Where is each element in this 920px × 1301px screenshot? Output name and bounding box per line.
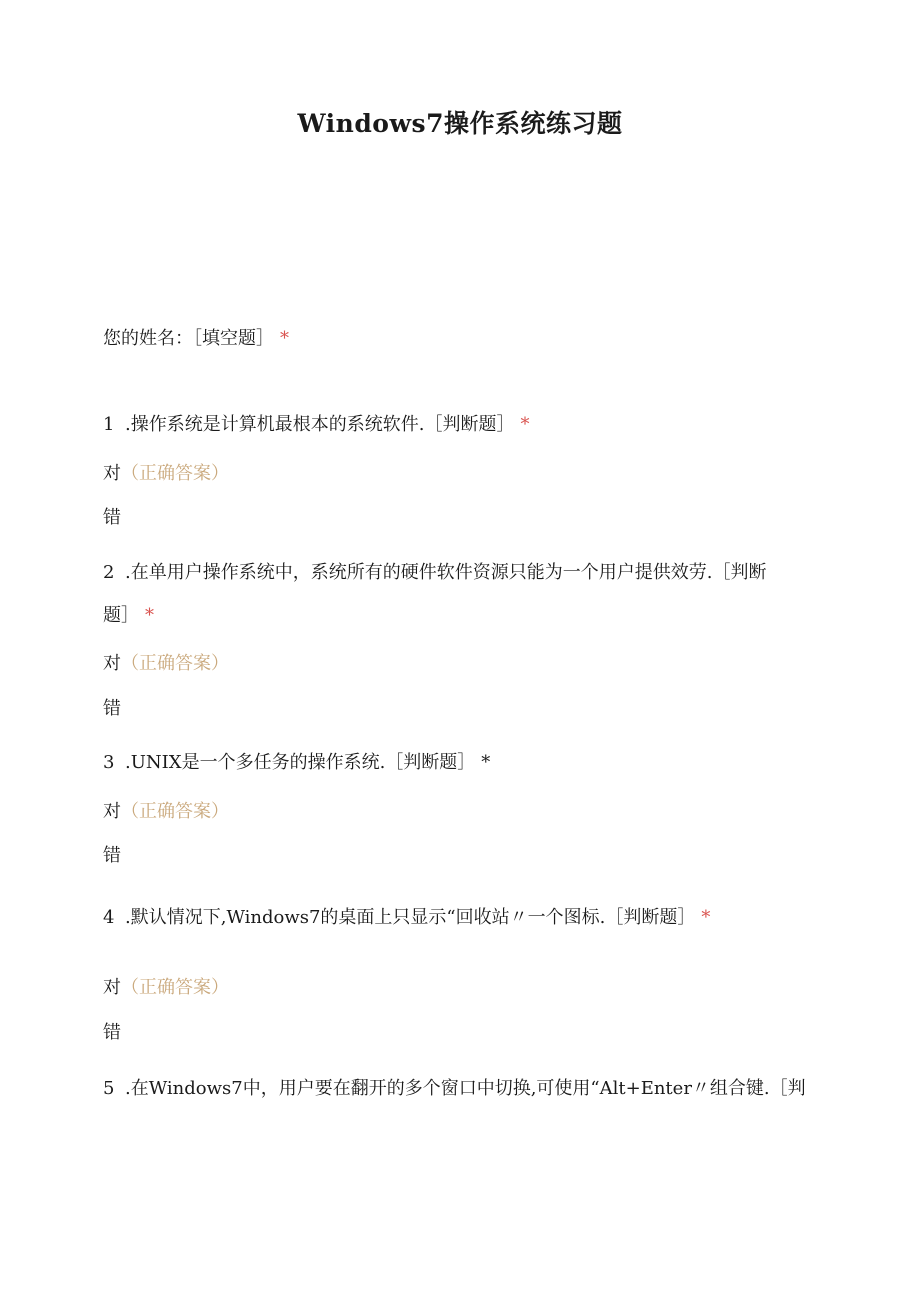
required-mark: * bbox=[520, 414, 530, 435]
correct-answer-note: （正确答案） bbox=[121, 653, 229, 674]
question-1-option-false[interactable] bbox=[103, 506, 121, 530]
name-question bbox=[103, 327, 289, 351]
required-mark: * bbox=[481, 752, 491, 773]
required-mark: * bbox=[280, 328, 289, 349]
option-label: 错 bbox=[103, 845, 121, 866]
question-3 bbox=[103, 751, 490, 775]
question-number: 1 bbox=[103, 414, 115, 435]
question-2-continued bbox=[103, 604, 154, 628]
question-number: 5 bbox=[103, 1078, 115, 1099]
question-text: .UNIX是一个多任务的操作系统.［判断题］ bbox=[125, 752, 476, 773]
question-text: .默认情况下,Windows7的桌面上只显示“回收站〃一个图标.［判断题］ bbox=[125, 907, 696, 928]
question-1-option-true[interactable] bbox=[103, 462, 229, 486]
question-text-continued: 题］ bbox=[103, 605, 139, 626]
question-2-option-true[interactable] bbox=[103, 652, 229, 676]
option-label: 对 bbox=[103, 977, 121, 998]
question-text: .在Windows7中，用户要在翻开的多个窗口中切换,可使用“Alt+Enter〃组合键.［判 bbox=[125, 1078, 806, 1099]
question-text: .在单用户操作系统中，系统所有的硬件软件资源只能为一个用户提供效劳.［判断 bbox=[125, 562, 767, 583]
question-text: .操作系统是计算机最根本的系统软件.［判断题］ bbox=[125, 414, 515, 435]
question-4-option-true[interactable] bbox=[103, 976, 229, 1000]
correct-answer-note: （正确答案） bbox=[121, 977, 229, 998]
question-number: 4 bbox=[103, 907, 115, 928]
option-label: 错 bbox=[103, 1022, 121, 1043]
option-label: 对 bbox=[103, 801, 121, 822]
required-mark: * bbox=[701, 907, 711, 928]
correct-answer-note: （正确答案） bbox=[121, 801, 229, 822]
option-label: 对 bbox=[103, 653, 121, 674]
option-label: 错 bbox=[103, 698, 121, 719]
question-number: 2 bbox=[103, 562, 115, 583]
question-5 bbox=[103, 1077, 806, 1101]
question-4-option-false[interactable] bbox=[103, 1021, 121, 1045]
option-label: 对 bbox=[103, 463, 121, 484]
correct-answer-note: （正确答案） bbox=[121, 463, 229, 484]
question-3-option-true[interactable] bbox=[103, 800, 229, 824]
option-label: 错 bbox=[103, 507, 121, 528]
question-2 bbox=[103, 561, 766, 585]
document-title: Windows7操作系统练习题 bbox=[297, 109, 623, 138]
question-1 bbox=[103, 413, 529, 437]
question-2-option-false[interactable] bbox=[103, 697, 121, 721]
question-4 bbox=[103, 906, 710, 930]
question-number: 3 bbox=[103, 752, 115, 773]
name-question-label: 您的姓名：［填空题］ bbox=[103, 328, 274, 349]
question-3-option-false[interactable] bbox=[103, 844, 121, 868]
required-mark: * bbox=[145, 605, 154, 626]
